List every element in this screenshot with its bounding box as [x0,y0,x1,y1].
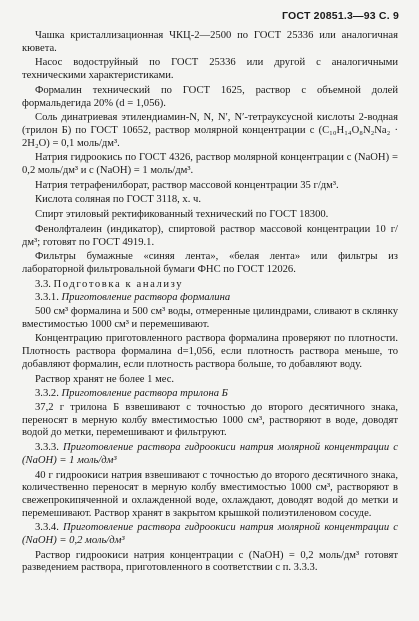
paragraph: Натрия гидроокись по ГОСТ 4326, раствор молярной концентрации c (NaOH) = 0,2 моль/дм³ и c (NaOH) = 1 моль/дм³. [22,152,398,177]
paragraph: 37,2 г трилона Б взвешивают с точностью до второго десятичного знака, переносят в мерную колбу вместимостью 1000 см³, растворяют в воде, доводят водой до метки, перемешивают и фильтруют. [22,401,398,439]
paragraph: Кислота соляная по ГОСТ 3118, х. ч. [35,194,202,206]
section-number: 3.3.2. [35,388,59,400]
paragraph: Насос водоструйный по ГОСТ 25336 или другой с аналогичными техническими характеристиками. [22,57,398,82]
section-heading-3-3-1 [22,292,398,305]
section-heading-3-3 [22,279,398,292]
paragraph: Формалин технический по ГОСТ 1625, раствор с объемной долей формальдегида 20% (d = 1,056). [22,84,398,109]
paragraph: Чашка кристаллизационная ЧКЦ-2—2500 по ГОСТ 25336 или аналогичная кювета. [22,30,398,54]
section-title: Приготовление раствора гидроокиси натрия молярной концентрации c (NaOH) = 1 моль/дм³ [22,442,398,466]
section-number: 3.3.1. [35,292,59,304]
section-title: Приготовление раствора гидроокиси натрия молярной концентрации c (NaOH) = 0,2 моль/дм³ [22,522,398,547]
document-body [22,30,398,577]
page-header: ГОСТ 20851.3—93 С. 9 [282,10,399,22]
section-title: Приготовление раствора трилона Б [61,388,228,400]
paragraph: 500 см³ формалина и 500 см³ воды, отмеренные цилиндрами, сливают в склянку вместимостью 1000 см³ и перемешивают. [22,306,398,330]
section-number: 3.3. [35,278,51,290]
section-number: 3.3.4. [35,522,59,534]
paragraph: Раствор хранят не более 1 мес. [35,373,175,385]
paragraph: Фенолфталеин (индикатор), спиртовой раствор массовой концентрации 10 г/дм³; готовят по ГОСТ 4919.1. [22,223,398,248]
paragraph: Соль динатриевая этилендиамин-N, N, N′, N′-тетрауксусной кислоты 2-водная (трилон Б) по ГОСТ 10652, раствор молярной концентрации c (C₁₀H₁₄O₈N₂Na₂ · 2H₂O) = 0,1 моль/дм³. [22,112,398,149]
section-title: Приготовление раствора формалина [61,292,231,304]
paragraph: Спирт этиловый ректификованный технический по ГОСТ 18300. [35,209,329,221]
section-title: Подготовка к анализу [53,278,184,290]
section-heading-3-3-3 [22,442,398,467]
paragraph: Концентрацию приготовленного раствора формалина проверяют по плотности. Плотность раствора формалина d=1,056, если плотность раствора меньше, то добавляют формалин, если плотность раствора больше, то добавляют воду. [22,333,398,370]
section-heading-3-3-2 [22,388,398,401]
paragraph: 40 г гидроокиси натрия взвешивают с точностью до второго десятичного знака, количественно переносят в мерную колбу вместимостью 1000 см³, растворяют в свежепрокипяченной и охлажденной воде, охлаждают, доводят водой до метки и перемешивают. Раствор хранят в закрытом крышкой полиэтиленовом сосуде. [22,469,398,519]
paragraph: Раствор гидроокиси натрия концентрации c (NaOH) = 0,2 моль/дм³ готовят разведением раствора, приготовленного в соответствии с п. 3.3.3. [22,549,398,574]
section-heading-3-3-4 [22,522,398,547]
section-number: 3.3.3. [35,442,59,454]
paragraph: Фильтры бумажные «синяя лента», «белая лента» или фильтры из лабораторной фильтровальной бумаги ФНС по ГОСТ 12026. [22,251,398,275]
paragraph: Натрия тетрафенилборат, раствор массовой концентрации 35 г/дм³. [35,179,339,191]
